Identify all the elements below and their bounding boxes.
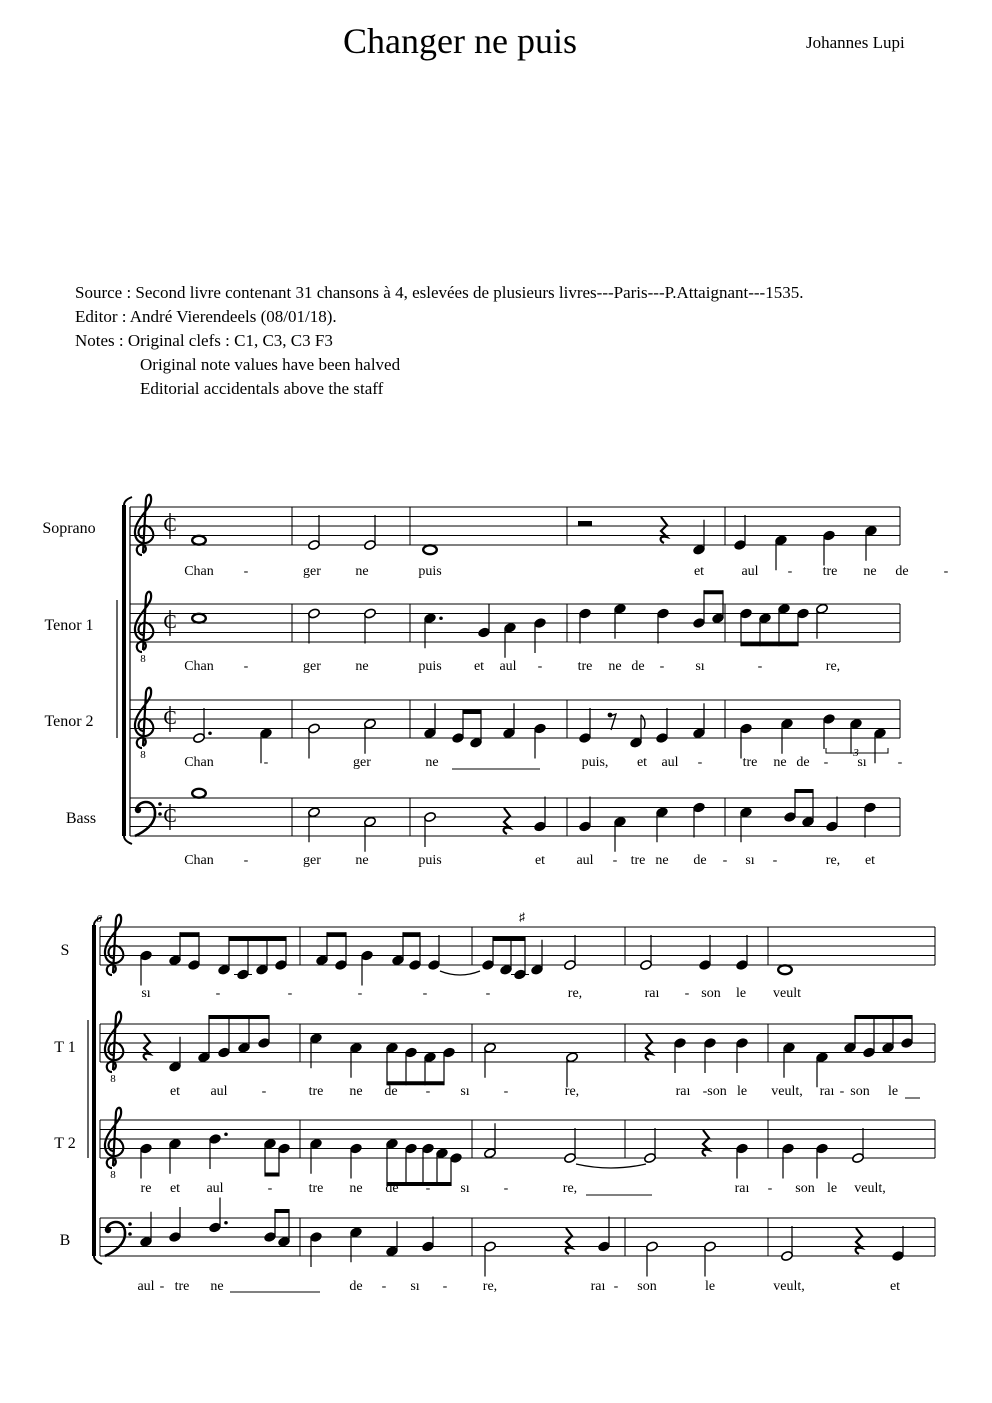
staff2-t-2: [54, 1108, 935, 1196]
lyric-syllable: sı: [460, 1181, 470, 1196]
lyric-syllable: -: [823, 755, 829, 770]
system-2: [54, 910, 935, 1294]
lyric-syllable: de: [693, 853, 707, 868]
staff-soprano: [42, 495, 948, 579]
dot: [439, 616, 443, 620]
octave-marker: 8: [110, 1073, 116, 1085]
lyric-syllable: ne: [425, 755, 439, 770]
lyric-syllable: -: [943, 564, 949, 579]
bracket-hook: [124, 497, 132, 505]
bass-clef-dot: [105, 1227, 111, 1233]
treble-clef: [105, 1108, 123, 1168]
staff-name: B: [59, 1232, 71, 1249]
lyric-syllable: -: [684, 986, 690, 1001]
lyric-syllable: -: [659, 659, 665, 674]
source-line: Source : Second livre contenant 31 chansons à 4, eslevées de plusieurs livres---Paris---P.Attaignant---1535.: [75, 283, 804, 302]
staff-name: Tenor 1: [44, 617, 94, 634]
staff-name: T 2: [54, 1135, 76, 1152]
lyric-syllable: raı: [819, 1084, 835, 1099]
bracket-hook: [124, 836, 132, 844]
editorial-sharp: ♯: [519, 910, 525, 924]
lyric-syllable: Chan: [184, 659, 214, 674]
lyric-syllable: -: [702, 1084, 708, 1099]
dot: [208, 731, 212, 735]
lyric-syllable: -: [485, 986, 491, 1001]
lyric-syllable: veult: [773, 986, 801, 1001]
lyric-syllable: -: [357, 986, 363, 1001]
lyric-syllable: Chan: [184, 853, 214, 868]
staff-name: Tenor 2: [44, 713, 94, 730]
treble-clef: [105, 915, 123, 975]
lyric-syllable: son: [795, 1181, 815, 1196]
lyric-syllable: re,: [482, 1279, 498, 1294]
lyric-syllable: re,: [825, 659, 841, 674]
lyric-syllable: sı: [695, 659, 705, 674]
dot: [224, 1221, 228, 1225]
lyric-syllable: son: [850, 1084, 870, 1099]
lyric-syllable: ne: [349, 1181, 363, 1196]
octave-marker: 8: [140, 653, 146, 665]
lyric-syllable: ne: [355, 659, 369, 674]
octave-marker: 8: [140, 749, 146, 761]
bracket-hook: [94, 1256, 102, 1264]
lyric-syllable: et: [693, 564, 705, 579]
lyric-syllable: aul: [741, 564, 759, 579]
lyric-syllable: -: [263, 755, 269, 770]
staff-name: T 1: [54, 1039, 76, 1056]
lyric-syllable: et: [534, 853, 546, 868]
lyric-syllable: -: [425, 1084, 431, 1099]
beam: [327, 932, 346, 936]
lyric-syllable: ger: [353, 755, 371, 770]
piece-title: Changer ne puis: [343, 21, 577, 61]
staff-tenor-2: [44, 688, 902, 770]
lyric-syllable: -: [425, 1181, 431, 1196]
beam: [795, 789, 813, 793]
lyric-syllable: raı: [644, 986, 660, 1001]
lyric-syllable: ne: [608, 659, 622, 674]
whole-note: [778, 965, 792, 974]
bass-clef-dot: [128, 1222, 132, 1226]
lyric-syllable: ne: [355, 853, 369, 868]
lyric-syllable: -: [243, 564, 249, 579]
lyric-syllable: ne: [773, 755, 787, 770]
lyric-syllable: sı: [141, 986, 151, 1001]
lyric-syllable: puis: [418, 659, 442, 674]
beam: [855, 1015, 912, 1019]
lyric-syllable: Chan: [184, 564, 214, 579]
lyric-syllable: re,: [562, 1181, 578, 1196]
lyric-syllable: ne: [655, 853, 669, 868]
lyric-syllable: -: [243, 853, 249, 868]
lyric-syllable: -: [537, 659, 543, 674]
lyric-syllable: veult,: [773, 1279, 805, 1294]
staff2-t-1: [54, 1012, 935, 1099]
lyric-syllable: de: [349, 1279, 363, 1294]
lyric-syllable: tre: [630, 853, 646, 868]
lyric-syllable: de: [796, 755, 810, 770]
lyric-syllable: -: [503, 1084, 509, 1099]
lyric-syllable: -: [287, 986, 293, 1001]
lyric-syllable: de: [385, 1181, 399, 1196]
lyric-syllable: ger: [303, 659, 321, 674]
lyric-syllable: tre: [308, 1181, 324, 1196]
lyric-syllable: le: [887, 1084, 899, 1099]
lyric-syllable: aul: [576, 853, 594, 868]
lyric-syllable: ger: [303, 564, 321, 579]
staff2-b: [60, 1198, 935, 1295]
cut-time-sign: C: [163, 707, 177, 729]
lyric-syllable: son: [637, 1279, 657, 1294]
lyric-syllable: ne: [349, 1084, 363, 1099]
lyric-syllable: de: [631, 659, 645, 674]
lyric-syllable: puis,: [581, 755, 609, 770]
quarter-rest: [703, 1130, 709, 1156]
notes-values-line: Original note values have been halved: [140, 355, 401, 374]
whole-note: [192, 789, 206, 798]
half-rest: [578, 521, 592, 526]
lyric-syllable: Chan: [184, 755, 214, 770]
quarter-rest: [566, 1228, 572, 1254]
cut-time-sign: C: [163, 805, 177, 827]
lyric-syllable: -: [897, 755, 903, 770]
lyric-syllable: aul: [499, 659, 517, 674]
lyric-syllable: ne: [863, 564, 877, 579]
bass-clef-dot: [135, 807, 141, 813]
whole-note: [423, 545, 437, 554]
lyric-syllable: raı: [734, 1181, 750, 1196]
treble-clef: [135, 495, 153, 555]
lyric-syllable: raı: [675, 1084, 691, 1099]
lyric-syllable: aul: [661, 755, 679, 770]
lyric-syllable: et: [636, 755, 648, 770]
lyric-syllable: de: [384, 1084, 398, 1099]
staff2-s: [61, 910, 935, 1001]
lyric-syllable: aul: [206, 1181, 224, 1196]
lyric-syllable: -: [839, 1084, 845, 1099]
lyric-syllable: -: [442, 1279, 448, 1294]
lyric-syllable: et: [864, 853, 876, 868]
lyric-syllable: -: [243, 659, 249, 674]
lyric-syllable: le: [735, 986, 747, 1001]
lyric-syllable: ne: [355, 564, 369, 579]
staff-bass: [66, 789, 900, 868]
tuplet-number: 3: [853, 747, 859, 759]
composer-name: Johannes Lupi: [806, 33, 905, 52]
beam: [180, 932, 199, 936]
system-1: [42, 495, 948, 868]
lyric-syllable: ne: [210, 1279, 224, 1294]
lyric-syllable: -: [422, 986, 428, 1001]
lyric-syllable: puis: [418, 564, 442, 579]
lyric-syllable: et: [169, 1181, 181, 1196]
treble-clef: [135, 688, 153, 748]
lyric-syllable: -: [159, 1279, 165, 1294]
lyric-syllable: -: [697, 755, 703, 770]
lyric-syllable: le: [704, 1279, 716, 1294]
lyric-syllable: et: [473, 659, 485, 674]
lyric-syllable: re: [140, 1181, 152, 1196]
beam: [265, 1173, 279, 1177]
lyric-syllable: le: [736, 1084, 748, 1099]
beam: [209, 1015, 269, 1019]
quarter-rest: [504, 808, 510, 834]
staff-name: Bass: [65, 810, 97, 827]
lyric-syllable: re,: [564, 1084, 580, 1099]
lyric-syllable: aul: [210, 1084, 228, 1099]
lyric-syllable: re,: [567, 986, 583, 1001]
lyric-syllable: sı: [460, 1084, 470, 1099]
lyric-syllable: veult,: [854, 1181, 886, 1196]
cut-time-sign: C: [163, 611, 177, 633]
tie: [576, 1164, 646, 1168]
lyric-syllable: veult,: [771, 1084, 803, 1099]
lyric-syllable: -: [772, 853, 778, 868]
lyric-syllable: tre: [174, 1279, 190, 1294]
lyric-syllable: tre: [822, 564, 838, 579]
bass-clef-dot: [128, 1232, 132, 1236]
lyric-syllable: tre: [577, 659, 593, 674]
staff-name: S: [60, 942, 70, 959]
beam: [275, 1209, 289, 1213]
lyric-syllable: le: [826, 1181, 838, 1196]
lyric-syllable: sı: [857, 755, 867, 770]
lyric-syllable: ger: [303, 853, 321, 868]
lyric-syllable: -: [381, 1279, 387, 1294]
beam: [403, 932, 420, 936]
quarter-rest: [856, 1228, 862, 1254]
measure-number: 6: [96, 913, 102, 925]
lyric-syllable: de: [895, 564, 909, 579]
quarter-rest: [661, 517, 667, 543]
notes-clefs-line: Notes : Original clefs : C1, C3, C3 F3: [75, 331, 333, 350]
lyric-syllable: sı: [410, 1279, 420, 1294]
lyric-syllable: -: [612, 853, 618, 868]
lyric-syllable: puis: [418, 853, 442, 868]
lyric-syllable: -: [215, 986, 221, 1001]
bass-clef-dot: [158, 802, 162, 806]
lyric-syllable: son: [707, 1084, 727, 1099]
lyric-syllable: tre: [742, 755, 758, 770]
lyric-syllable: -: [267, 1181, 273, 1196]
beam: [741, 642, 798, 646]
whole-note: [192, 536, 206, 545]
beam: [704, 590, 723, 594]
beam: [463, 710, 481, 714]
lyric-syllable: -: [503, 1181, 509, 1196]
lyric-syllable: son: [701, 986, 721, 1001]
lyric-syllable: tre: [308, 1084, 324, 1099]
whole-note: [192, 614, 206, 623]
lyric-syllable: et: [169, 1084, 181, 1099]
treble-clef: [105, 1012, 123, 1072]
cut-time-sign: C: [163, 514, 177, 536]
tie: [440, 971, 480, 975]
lyric-syllable: re,: [825, 853, 841, 868]
lyric-syllable: sı: [745, 853, 755, 868]
editor-line: Editor : André Vierendeels (08/01/18).: [75, 307, 337, 326]
beam: [229, 937, 286, 941]
lyric-syllable: -: [757, 659, 763, 674]
lyric-syllable: et: [889, 1279, 901, 1294]
lyric-syllable: -: [767, 1181, 773, 1196]
treble-clef: [135, 592, 153, 652]
octave-marker: 8: [110, 1169, 116, 1181]
notes-accidentals-line: Editorial accidentals above the staff: [140, 379, 384, 398]
lyric-syllable: -: [787, 564, 793, 579]
beam: [493, 937, 525, 941]
lyric-syllable: raı: [590, 1279, 606, 1294]
quarter-rest: [646, 1034, 652, 1060]
lyric-syllable: -: [613, 1279, 619, 1294]
quarter-rest: [144, 1034, 150, 1060]
lyric-syllable: aul: [137, 1279, 155, 1294]
staff-tenor-1: [44, 590, 900, 674]
staff-name: Soprano: [42, 520, 96, 537]
lyric-syllable: -: [261, 1084, 267, 1099]
dot: [224, 1132, 228, 1136]
bass-clef-dot: [158, 812, 162, 816]
lyric-syllable: -: [722, 853, 728, 868]
